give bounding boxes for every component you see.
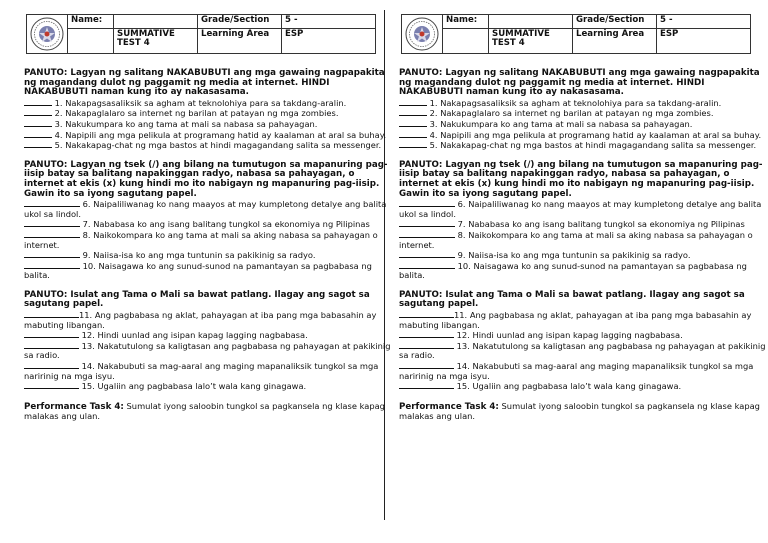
header-table — [401, 14, 751, 54]
grade-label: Grade/Section — [198, 15, 282, 29]
list-item: 1. Nakapagsasaliksik sa agham at teknolohiya para sa takdang-aralin. — [399, 98, 767, 109]
answer-blank[interactable] — [24, 140, 52, 148]
section-2 — [24, 161, 392, 281]
answer-blank[interactable] — [399, 140, 427, 148]
answer-blank[interactable] — [24, 341, 79, 349]
list-item: 5. Nakakapag-chat ng mga bastos at hindi magagandang salita sa messenger. — [24, 140, 392, 151]
answer-blank[interactable] — [399, 119, 427, 127]
answer-blank[interactable] — [24, 199, 80, 207]
section-1 — [24, 69, 392, 151]
list-item: 12. Hindi uunlad ang isipan kapag lagging nagbabasa. — [24, 330, 392, 341]
answer-blank[interactable] — [399, 98, 427, 106]
answer-blank[interactable] — [399, 310, 454, 318]
list-item: 6. Naipaliliwanag ko nang maayos at may kumpletong detalye ang balita ukol sa lindol. — [24, 199, 387, 219]
performance-task-label: Performance Task 4: — [399, 401, 499, 412]
answer-blank[interactable] — [24, 361, 79, 369]
list-item: 13. Nakatutulong sa kaligtasan ang pagbabasa ng pahayagan at pakikinig sa radio. — [399, 340, 766, 361]
performance-task-text: Sumulat iyong saloobin tungkol sa pagkansela ng klase kapag malakas ang ulan. — [399, 400, 760, 422]
performance-task-label: Performance Task 4: — [24, 401, 124, 412]
performance-task — [24, 402, 392, 422]
section-1 — [399, 69, 767, 151]
answer-blank[interactable] — [399, 330, 454, 338]
list-item: 2. Nakapaglalaro sa internet ng barilan at patayan ng mga zombies. — [399, 108, 767, 119]
learning-area-value: ESP — [657, 29, 751, 54]
deped-seal-icon — [27, 15, 68, 54]
list-item: 14. Nakabubuti sa mag-aaral ang maging mapanaliksik tungkol sa mga naririnig na mga isyu. — [399, 361, 754, 381]
answer-blank[interactable] — [399, 250, 455, 258]
list-item: 3. Nakukumpara ko ang tama at mali sa nabasa sa pahayagan. — [399, 119, 767, 130]
list-item: 14. Nakabubuti sa mag-aaral ang maging mapanaliksik tungkol sa mga naririnig na mga isyu. — [24, 361, 379, 381]
grade-label: Grade/Section — [573, 15, 657, 29]
section-1-instruction: PANUTO: Lagyan ng salitang NAKABUBUTI ang mga gawaing nagpapakita ng magandang dulot ng paggamit ng media at internet. HINDI NAKABUBUTI naman kung ito ay nakasasama. — [24, 68, 385, 98]
name-label: Name: — [443, 15, 489, 29]
list-item: 11. Ang pagbabasa ng aklat, pahayagan at iba pang mga babasahin ay mabuting libangan. — [24, 310, 377, 330]
answer-blank[interactable] — [24, 219, 80, 227]
list-item: 3. Nakukumpara ko ang tama at mali sa nabasa sa pahayagan. — [24, 119, 392, 130]
answer-blank[interactable] — [399, 130, 427, 138]
deped-seal-icon — [402, 15, 443, 54]
section-3-instruction: PANUTO: Isulat ang Tama o Mali sa bawat patlang. Ilagay ang sagot sa sagutang papel. — [24, 289, 370, 310]
answer-blank[interactable] — [399, 381, 454, 389]
answer-blank[interactable] — [24, 230, 80, 238]
answer-blank[interactable] — [24, 261, 80, 269]
answer-blank[interactable] — [24, 119, 52, 127]
list-item: 7. Nababasa ko ang isang balitang tungkol sa ekonomiya ng Pilipinas — [24, 219, 392, 230]
worksheet-right — [399, 14, 767, 422]
section-2-instruction: PANUTO: Lagyan ng tsek (/) ang bilang na tumutugon sa mapanuring pag-iisip batay sa balitang napakinggan radyo, nabasa sa pahayagan, o internet at ekis (x) kung hindi mo ito nabigayn ng mapanuring pag-iisip. Gawin ito sa iyong sagutang papel. — [399, 159, 763, 199]
answer-blank[interactable] — [399, 361, 454, 369]
worksheet-left — [24, 14, 392, 422]
section-2 — [399, 161, 767, 281]
answer-blank[interactable] — [24, 108, 52, 116]
list-item: 1. Nakapagsasaliksik sa agham at teknolohiya para sa takdang-aralin. — [24, 98, 392, 109]
name-label: Name: — [68, 15, 114, 29]
name-field[interactable] — [489, 15, 573, 29]
list-item: 4. Napipili ang mga pelikula at programang hatid ay kaalaman at aral sa buhay. — [24, 130, 392, 141]
list-item: 2. Nakapaglalaro sa internet ng barilan at patayan ng mga zombies. — [24, 108, 392, 119]
grade-value[interactable]: 5 - — [282, 15, 376, 29]
answer-blank[interactable] — [24, 310, 79, 318]
list-item: 7. Nababasa ko ang isang balitang tungkol sa ekonomiya ng Pilipinas — [399, 219, 767, 230]
answer-blank[interactable] — [24, 330, 79, 338]
list-item: 10. Naisagawa ko ang sunud-sunod na pamantayan sa pagbabasa ng balita. — [399, 260, 747, 281]
section-2-instruction: PANUTO: Lagyan ng tsek (/) ang bilang na tumutugon sa mapanuring pag-iisip batay sa balitang napakinggan radyo, nabasa sa pahayagan, o internet at ekis (x) kung hindi mo ito nabigayn ng mapanuring pag-iisip. Gawin ito sa iyong sagutang papel. — [24, 159, 388, 199]
list-item: 13. Nakatutulong sa kaligtasan ang pagbabasa ng pahayagan at pakikinig sa radio. — [24, 340, 391, 361]
learning-area-label: Learning Area — [198, 29, 282, 54]
section-3 — [399, 291, 767, 392]
test-title: SUMMATIVE TEST 4 — [114, 29, 198, 54]
list-item: 15. Ugaliin ang pagbabasa lalo’t wala kang ginagawa. — [24, 381, 392, 392]
answer-blank[interactable] — [399, 199, 455, 207]
performance-task-text: Sumulat iyong saloobin tungkol sa pagkansela ng klase kapag malakas ang ulan. — [24, 400, 385, 422]
name-field[interactable] — [114, 15, 198, 29]
section-3 — [24, 291, 392, 392]
answer-blank[interactable] — [399, 108, 427, 116]
answer-blank[interactable] — [24, 130, 52, 138]
answer-blank[interactable] — [24, 381, 79, 389]
list-item: 12. Hindi uunlad ang isipan kapag lagging nagbabasa. — [399, 330, 767, 341]
test-title: SUMMATIVE TEST 4 — [489, 29, 573, 54]
section-3-instruction: PANUTO: Isulat ang Tama o Mali sa bawat patlang. Ilagay ang sagot sa sagutang papel. — [399, 289, 745, 310]
learning-area-value: ESP — [282, 29, 376, 54]
empty-cell — [68, 29, 114, 54]
list-item: 6. Naipaliliwanag ko nang maayos at may kumpletong detalye ang balita ukol sa lindol. — [399, 199, 762, 219]
list-item: 11. Ang pagbabasa ng aklat, pahayagan at iba pang mga babasahin ay mabuting libangan. — [399, 310, 752, 330]
list-item: 4. Napipili ang mga pelikula at programang hatid ay kaalaman at aral sa buhay. — [399, 130, 767, 141]
learning-area-label: Learning Area — [573, 29, 657, 54]
answer-blank[interactable] — [24, 98, 52, 106]
answer-blank[interactable] — [399, 230, 455, 238]
answer-blank[interactable] — [399, 261, 455, 269]
list-item: 9. Naiisa-isa ko ang mga tuntunin sa pakikinig sa radyo. — [24, 250, 392, 261]
section-1-instruction: PANUTO: Lagyan ng salitang NAKABUBUTI ang mga gawaing nagpapakita ng magandang dulot ng paggamit ng media at internet. HINDI NAKABUBUTI naman kung ito ay nakasasama. — [399, 68, 760, 98]
performance-task — [399, 402, 767, 422]
list-item: 8. Naikokompara ko ang tama at mali sa aking nabasa sa pahayagan o internet. — [24, 229, 378, 250]
header-table — [26, 14, 376, 54]
answer-blank[interactable] — [399, 341, 454, 349]
empty-cell — [443, 29, 489, 54]
answer-blank[interactable] — [24, 250, 80, 258]
grade-value[interactable]: 5 - — [657, 15, 751, 29]
list-item: 8. Naikokompara ko ang tama at mali sa aking nabasa sa pahayagan o internet. — [399, 229, 753, 250]
list-item: 5. Nakakapag-chat ng mga bastos at hindi magagandang salita sa messenger. — [399, 140, 767, 151]
answer-blank[interactable] — [399, 219, 455, 227]
list-item: 15. Ugaliin ang pagbabasa lalo’t wala kang ginagawa. — [399, 381, 767, 392]
list-item: 9. Naiisa-isa ko ang mga tuntunin sa pakikinig sa radyo. — [399, 250, 767, 261]
list-item: 10. Naisagawa ko ang sunud-sunod na pamantayan sa pagbabasa ng balita. — [24, 260, 372, 281]
